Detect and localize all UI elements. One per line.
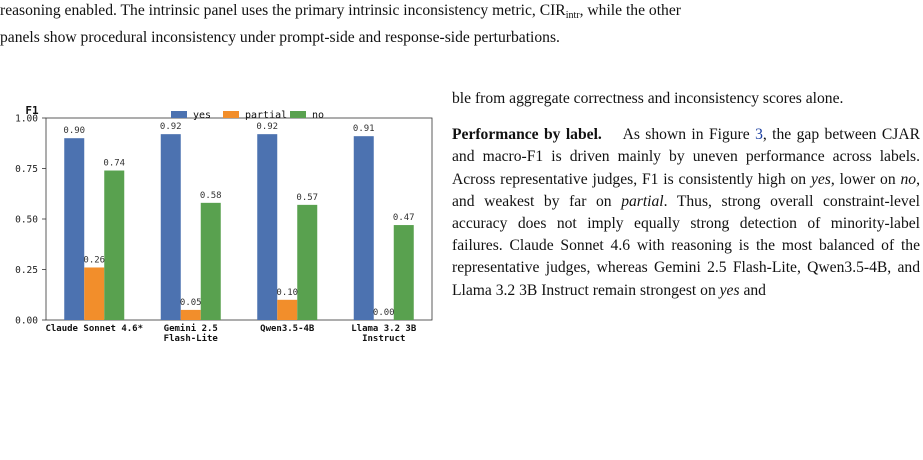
chart-legend [171,110,324,121]
p2-yes-2: yes [719,281,740,299]
bar-yes [257,134,277,320]
bar-yes [161,134,181,320]
bar-no [394,225,414,320]
data-label: 0.10 [276,287,299,298]
x-tick-label: Llama 3.2 3B [351,324,417,334]
bar-no [201,203,221,320]
data-label: 0.74 [103,158,126,169]
legend-swatch-partial [223,111,239,118]
legend-label-no: no [312,110,325,121]
data-label: 0.57 [296,192,319,203]
legend-label-partial: partial [245,110,288,121]
y-tick-label: 0.50 [15,214,38,226]
caption-subscript: intr [565,10,580,21]
p2-yes: yes [810,170,831,188]
x-tick-label: Gemini 2.5 [163,324,218,334]
data-label: 0.05 [179,297,202,308]
bar-partial [277,300,297,320]
caption-line-2: panels show procedural inconsistency under prompt-side and response-side perturbations. [0,29,560,46]
paragraph-heading: Performance by label. [452,126,602,144]
legend-swatch-no [290,111,306,118]
p2-text-f: and [739,281,766,299]
y-tick-label: 0.00 [15,315,38,327]
paragraph-2 [452,124,920,302]
y-tick-label: 0.25 [15,265,38,276]
data-label: 0.58 [199,190,222,201]
x-tick-label: Flash-Lite [163,334,218,344]
data-label: 0.92 [256,122,279,133]
x-tick-label: Instruct [362,334,406,344]
figure-ref-link[interactable]: 3 [755,126,763,144]
p2-text-c: , lower on [830,170,901,188]
paragraph-1: ble from aggregate correctness and inconsistency scores alone. [452,90,844,107]
p2-text-a: As shown in Figure [622,126,756,144]
f1-bar-chart [0,84,440,344]
bar-yes [64,138,84,320]
y-axis-label: F1 [25,104,39,117]
y-tick-label: 0.75 [15,164,38,175]
data-label: 0.92 [159,122,182,133]
bar-no [297,205,317,320]
p2-text-b: , the gap between CJAR and macro-F1 is driven mainly by uneven performance across labels. Across representative judges, F1 is consistently high on [452,126,921,188]
p2-partial: partial [621,192,664,210]
caption-text-1: reasoning enabled. The intrinsic panel uses the primary intrinsic inconsistency metric, CIR [0,2,566,19]
legend-label-yes: yes [193,110,212,121]
p2-text-e: . Thus, strong overall constraint-level accuracy does not imply equally strong detection of minority-label failures. Claude Sonnet 4.6 with reasoning is the most balanced of the representative judges, whereas Gemini 2.5 Flash-Lite, Qwen3.5-4B, and Llama 3.2 3B Instruct remain strongest on [452,192,920,299]
x-tick-label: Claude Sonnet 4.6* [45,324,144,334]
bar-yes [354,136,374,320]
data-label: 0.90 [63,126,86,137]
bar-partial [181,310,201,320]
legend-swatch-yes [171,111,187,118]
p2-no: no [900,170,917,188]
y-tick-label: 1.00 [15,113,38,125]
x-tick-label: Qwen3.5-4B [260,324,315,334]
bar-partial [84,267,104,320]
data-label: 0.26 [83,255,106,266]
data-label: 0.91 [352,124,375,135]
p2-text-d: , and weakest by far on [452,170,920,210]
data-label: 0.47 [392,213,415,224]
figure-caption [0,0,923,49]
caption-text-2: , while the other [579,2,681,19]
bar-no [104,171,124,320]
data-label: 0.00 [372,308,395,318]
body-column [452,88,920,302]
